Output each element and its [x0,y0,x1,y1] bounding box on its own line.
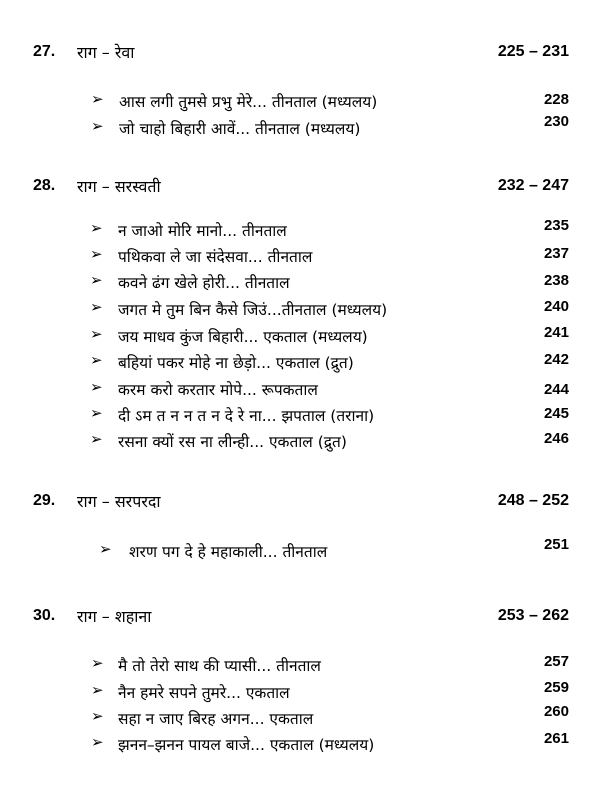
page-number: 244 [543,381,569,398]
section-page-range: 225 – 231 [497,43,569,60]
page-number: 241 [543,324,569,341]
arrow-bullet-icon: ➢ [91,733,104,751]
section-heading [0,177,600,203]
list-item [0,703,600,735]
page-number: 242 [543,351,569,368]
song-title: न जाओ मोरि मानो... तीनताल [118,222,287,240]
song-title: करम करो करतार मोपे... रूपकताल [118,381,318,399]
section-number: 28. [33,177,56,194]
list-item [0,653,600,682]
list-item [0,217,600,247]
song-title: नैन हमरे सपने तुमरे... एकताल [118,684,290,702]
page-number: 261 [543,730,569,747]
song-title: जगत मे तुम बिन कैसे जिउं...तीनताल (मध्यलय) [118,301,388,319]
arrow-bullet-icon: ➢ [91,654,104,672]
page-number: 235 [543,217,569,234]
song-title: जय माधव कुंज बिहारी... एकताल (मध्यलय) [118,328,368,346]
page-number: 246 [543,430,569,447]
page-number: 237 [543,245,569,262]
section-number: 30. [33,607,56,624]
arrow-bullet-icon: ➢ [91,707,104,725]
section-title: राग – सरपरदा [77,492,161,511]
list-item [0,273,600,299]
list-item [0,353,600,379]
section-title: राग – सरस्वती [77,177,161,196]
arrow-bullet-icon: ➢ [91,90,104,108]
song-title: कवने ढंग खेले होरी... तीनताल [118,274,290,292]
page-number: 251 [543,536,569,553]
arrow-bullet-icon: ➢ [91,117,104,135]
section-page-range: 232 – 247 [497,177,569,194]
list-item [0,92,600,118]
song-title: सहा न जाए बिरह अगन... एकताल [118,710,314,728]
section-title: राग – रेवा [77,43,135,62]
song-title: झनन–झनन पायल बाजे... एकताल (मध्यलय) [118,736,375,754]
arrow-bullet-icon: ➢ [90,351,103,369]
section-page-range: 253 – 262 [497,607,569,624]
page-number: 245 [543,405,569,422]
arrow-bullet-icon: ➢ [90,325,103,343]
arrow-bullet-icon: ➢ [90,271,103,289]
arrow-bullet-icon: ➢ [90,298,103,316]
list-item [0,432,600,458]
song-title: पथिकवा ले जा संदेसवा... तीनताल [118,248,313,266]
song-title: मै तो तेरो साथ की प्यासी... तीनताल [118,657,321,675]
list-item [0,380,600,406]
song-title: जो चाहो बिहारी आवें... तीनताल (मध्यलय) [119,120,361,138]
arrow-bullet-icon: ➢ [91,681,104,699]
section-title: राग – शहाना [77,607,152,626]
page-number: 257 [543,653,569,670]
page-number: 259 [543,679,569,696]
list-item [0,300,600,326]
page-number: 260 [543,703,569,720]
page-number: 230 [543,113,569,130]
list-item [0,679,600,709]
list-item [0,324,600,353]
song-title: बहियां पकर मोहे ना छेड़ो... एकताल (द्रुत) [118,354,354,372]
section-page-range: 248 – 252 [497,492,569,509]
section-heading [0,607,600,633]
section-number: 27. [33,43,56,60]
section-number: 29. [33,492,56,509]
song-title: आस लगी तुमसे प्रभु मेरे... तीनताल (मध्यलय) [119,93,378,111]
list-item [0,536,600,568]
song-title: दी ऽम त न न त न दे रे ना... झपताल (तराना) [118,407,375,425]
page-number: 228 [543,91,569,108]
arrow-bullet-icon: ➢ [90,245,103,263]
song-title: शरण पग दे हे महाकाली... तीनताल [129,543,328,561]
page-number: 240 [543,298,569,315]
arrow-bullet-icon: ➢ [90,378,103,396]
list-item [0,247,600,273]
arrow-bullet-icon: ➢ [90,430,103,448]
list-item [0,113,600,145]
section-heading [0,43,600,69]
arrow-bullet-icon: ➢ [90,404,103,422]
arrow-bullet-icon: ➢ [90,219,103,237]
arrow-bullet-icon: ➢ [99,540,112,558]
page-number: 238 [543,272,569,289]
song-title: रसना क्यों रस ना लीन्ही... एकताल (द्रुत) [118,433,347,451]
list-item [0,730,600,761]
section-heading [0,492,600,518]
list-item [0,406,600,432]
